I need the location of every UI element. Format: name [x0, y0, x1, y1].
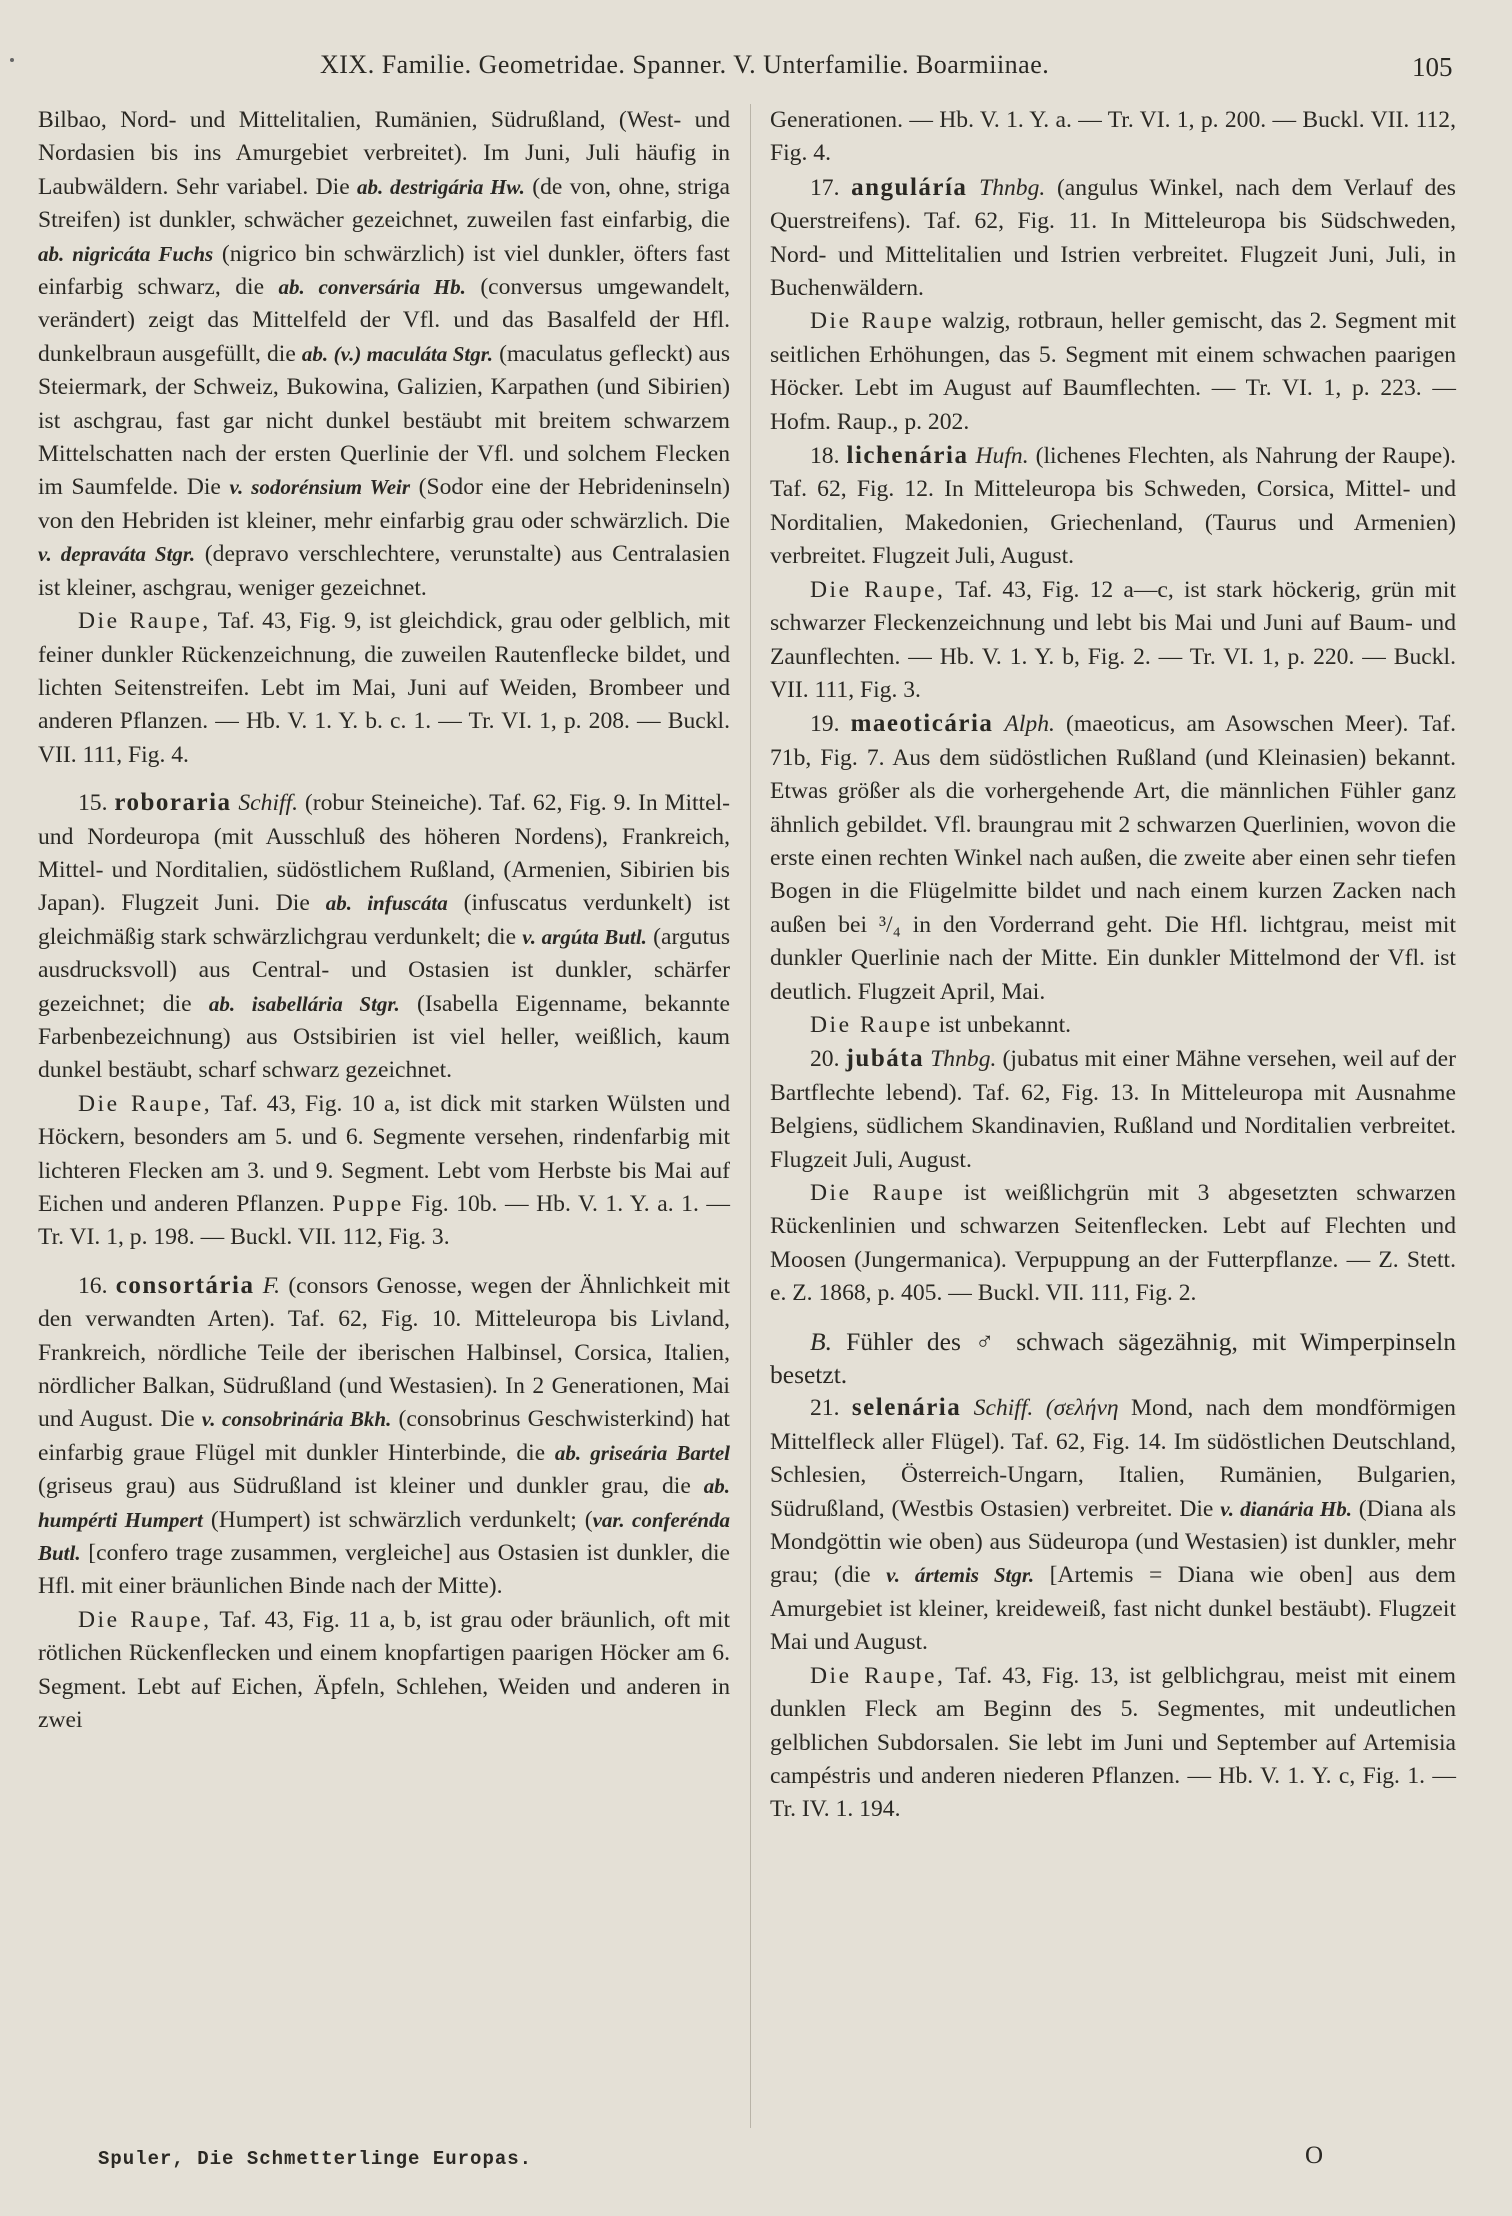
footer-source: Spuler, Die Schmetterlinge Europas. — [98, 2148, 533, 2170]
species-name: maeoticária — [850, 710, 994, 738]
right-column — [770, 104, 1456, 1827]
paragraph-continuation: Generationen. — Hb. V. 1. Y. a. — Tr. VI. 1, p. 200. — Buckl. VII. 112, Fig. 4. — [770, 107, 1456, 167]
raupe-paragraph: Die Raupe, Taf. 43, Fig. 12 a—c, ist stark höckerig, grün mit schwarzer Fleckenzeichnung und lebt bis Mai und Juni auf Baum- und Zaunflechten. — Hb. V. 1. Y. b, Fig. 2. — Tr. VI. 1, p. 220. — Buckl. VII. 111, Fig. 3. — [770, 576, 1456, 703]
raupe-paragraph: Die Raupe walzig, rotbraun, heller gemischt, das 2. Segment mit seitlichen Erhöhungen, das 5. Segment mit einem schwachen paarigen Höcker. Lebt im August auf Baumflechten. — Tr. VI. 1, p. 223. — Hofm. Raup., p. 202. — [770, 308, 1456, 435]
running-header — [0, 46, 1512, 86]
header-title: XIX. Familie. Geometridae. Spanner. V. Unterfamilie. Boarmiinae. — [320, 50, 1050, 79]
page-number: 105 — [1412, 52, 1453, 82]
left-column — [38, 104, 730, 1738]
species-entry-15: 15. roboraria Schiff. (robur Steineiche). Taf. 62, Fig. 9. In Mittel- und Nordeuropa (mit Ausschluß des höheren Nordens), Frankreich, Mittel- und Norditalien, südöstlichem Rußland, (Armenien, Sibirien bis Japan). Flugzeit Juni. Die ab. infuscáta (infuscatus verdunkelt) ist gleichmäßig stark schwärzlichgrau verdunkelt; die v. argúta Butl. (argutus ausdrucksvoll) aus Central- und Ostasien ist dunkler, schärfer gezeichnet; die ab. isabellária Stgr. (Isabella Eigenname, bekannte Farbenbezeichnung) aus Ostsibirien ist viel heller, weißlich, kaum dunkel bestäubt, scharf schwarz gezeichnet. — [38, 789, 731, 1084]
signature-mark: O — [1305, 2142, 1324, 2169]
paragraph-continuation: Bilbao, Nord- und Mittelitalien, Rumänien, Südrußland, (West- und Nordasien bis ins Amurgebiet verbreitet). Im Juni, Juli häufig in Laubwäldern. Sehr variabel. Die ab. destrigária Hw. (de von, ohne, striga Streifen) ist dunkler, schwächer gezeichnet, zuweilen fast einfarbig, die ab. nigricáta Fuchs (nigrico bin schwärzlich) ist viel dunkler, öfters fast einfarbig schwarz, die ab. conversária Hb. (conversus umgewandelt, verändert) zeigt das Mittelfeld der Vfl. und das Basalfeld der Hfl. dunkelbraun ausgefüllt, die ab. (v.) maculáta Stgr. (maculatus gefleckt) aus Steiermark, der Schweiz, Bukowina, Galizien, Karpathen (und Sibirien) ist aschgrau, fast gar nicht dunkel bestäubt mit breitem schwarzem Mittelschatten nach der ersten Querlinie der Vfl. und solchem Flecken im Saumfelde. Die v. sodorénsium Weir (Sodor eine der Hebrideninseln) von den Hebriden ist kleiner, mehr einfarbig grau oder schwärzlich. Die v. depraváta Stgr. (depravo verschlechtere, verunstalte) aus Centralasien ist kleiner, aschgrau, weniger gezeichnet. — [38, 107, 731, 601]
raupe-paragraph: Die Raupe, Taf. 43, Fig. 13, ist gelblichgrau, meist mit einem dunklen Fleck am Beginn des 5. Segmentes, mit undeutlichen gelblichen Subdorsalen. Sie lebt im Juni und September auf Artemisia campéstris und anderen niederen Pflanzen. — Hb. V. 1. Y. c, Fig. 1. — Tr. IV. 1. 194. — [770, 1662, 1456, 1823]
species-entry-20: 20. jubáta Thnbg. (jubatus mit einer Mähne versehen, weil auf der Bartflechte lebend). Taf. 62, Fig. 13. In Mitteleuropa mit Ausnahme Belgiens, südlichem Skandinavien, Rußland und Norditalien verbreitet. Flugzeit Juli, August. — [770, 1045, 1456, 1173]
raupe-paragraph: Die Raupe ist weißlichgrün mit 3 abgesetzten schwarzen Rückenlinien und schwarzen Seitenflecken. Lebt auf Flechten und Moosen (Jungermanica). Verpuppung an der Futterpflanze. — Z. Stett. e. Z. 1868, p. 405. — Buckl. VII. 111, Fig. 2. — [770, 1180, 1456, 1307]
column-divider — [750, 104, 751, 2128]
species-name: anguláría — [851, 173, 968, 201]
species-entry-16: 16. consortária F. (consors Genosse, wegen der Ähnlichkeit mit den verwandten Arten). Taf. 62, Fig. 10. Mitteleuropa bis Livland, Frankreich, nördliche Teile der iberischen Halbinsel, Corsica, Italien, nördlicher Balkan, Südrußland (und Westasien). In 2 Generationen, Mai und August. Die v. consobrinária Bkh. (consobrinus Geschwisterkind) hat einfarbig graue Flügel mit dunkler Hinterbinde, die ab. griseária Bartel (griseus grau) aus Südrußland ist kleiner und dunkler grau, die ab. humpérti Humpert (Humpert) ist schwärzlich verdunkelt; (var. conferénda Butl. [confero trage zusammen, vergleiche] aus Ostasien ist dunkler, die Hfl. mit einer bräunlichen Binde nach der Mitte). — [38, 1271, 731, 1600]
species-entry-18: 18. lichenária Hufn. (lichenes Flechten, als Nahrung der Raupe). Taf. 62, Fig. 12. In Mitteleuropa bis Schweden, Corsica, Mittel- und Norditalien, Makedonien, Griechenland, (Taurus und Armenien) verbreitet. Flugzeit Juli, August. — [770, 442, 1456, 570]
species-name: roboraria — [114, 789, 232, 817]
species-name: selenária — [851, 1394, 962, 1422]
raupe-paragraph: Die Raupe, Taf. 43, Fig. 9, ist gleichdick, grau oder gelblich, mit feiner dunkler Rückenzeichnung, die zuweilen Rautenflecke bildet, und lichten Seitenstreifen. Lebt im Mai, Juni auf Weiden, Brombeer und anderen Pflanzen. — Hb. V. 1. Y. b. c. 1. — Tr. VI. 1, p. 208. — Buckl. VII. 111, Fig. 4. — [38, 608, 730, 768]
species-name: jubáta — [845, 1045, 925, 1073]
species-entry-19: 19. maeoticária Alph. (maeoticus, am Asowschen Meer). Taf. 71b, Fig. 7. Aus dem südöstlichen Rußland (und Kleinasien) bekannt. Etwas größer als die vorhergehende Art, die männlichen Fühler ganz ähnlich gebildet. Vfl. braungrau mit 2 schwarzen Querlinien, wovon die erste einen rechten Winkel nach außen, die zweite aber einen sehr tiefen Bogen in die Flügelmitte bildet und nach einem kurzen Zacken nach außen bei ³/₄ in den Vorderrand geht. Die Hfl. lichtgrau, meist mit dunkler Querlinie nach der Mitte. Ein dunkler Mittelmond der Vfl. ist deutlich. Flugzeit April, Mai. — [770, 710, 1457, 1005]
raupe-paragraph: Die Raupe, Taf. 43, Fig. 10 a, ist dick mit starken Wülsten und Höckern, besonders am 5. und 6. Segmente versehen, rindenfarbig mit lichteren Flecken am 3. und 9. Segment. Lebt vom Herbste bis Mai auf Eichen und anderen Pflanzen. Puppe Fig. 10b. — Hb. V. 1. Y. a. 1. — Tr. VI. 1, p. 198. — Buckl. VII. 112, Fig. 3. — [38, 1090, 730, 1251]
raupe-paragraph: Die Raupe, Taf. 43, Fig. 11 a, b, ist grau oder bräunlich, oft mit rötlichen Rückenflecken und einem knopfartigen paarigen Höcker am 6. Segment. Lebt auf Eichen, Äpfeln, Schlehen, Weiden und anderen in zwei — [38, 1606, 731, 1734]
species-name: consortária — [115, 1271, 255, 1299]
raupe-paragraph: Die Raupe ist unbekannt. — [810, 1011, 1072, 1038]
species-entry-17: 17. anguláría Thnbg. (angulus Winkel, nach dem Verlauf des Querstreifens). Taf. 62, Fig. 11. In Mitteleuropa bis Südschweden, Nord- und Mittelitalien und Istrien verbreitet. Flugzeit Juni, Juli, in Buchenwäldern. — [770, 173, 1456, 302]
species-name: lichenária — [846, 442, 969, 470]
species-entry-21: 21. selenária Schiff. (σελήνη Mond, nach dem mondförmigen Mittelfleck aller Flügel). Taf. 62, Fig. 14. Im südöstlichen Deutschland, Schlesien, Österreich-Ungarn, Italien, Rumänien, Bulgarien, Südrußland, (Westbis Ostasien) verbreitet. Die v. dianária Hb. (Diana als Mondgöttin wie oben) aus Südeuropa (und Westasien) ist dunkler, mehr grau; (die v. ártemis Stgr. [Artemis = Diana wie oben] aus dem Amurgebiet ist kleiner, kreideweiß, fast nicht dunkel bestäubt). Flugzeit Mai und August. — [770, 1394, 1456, 1656]
section-b-heading: B. Fühler des ♂ schwach sägezähnig, mit Wimperpinseln besetzt. — [770, 1326, 1457, 1390]
